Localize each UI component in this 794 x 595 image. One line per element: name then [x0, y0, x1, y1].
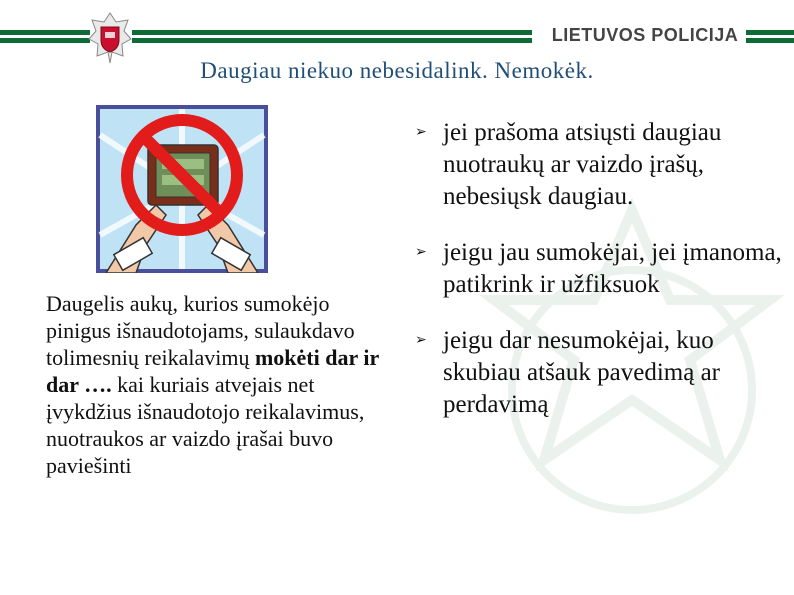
header-stripe	[132, 38, 532, 43]
left-paragraph-emphasis: mokėti dar ir dar ….	[46, 345, 379, 397]
police-star-badge-icon	[88, 12, 132, 64]
arrow-bullet-icon: ➢	[415, 332, 427, 348]
header-stripe	[132, 30, 532, 35]
bullet-item	[415, 117, 785, 213]
left-paragraph-part1: Daugelis aukų, kurios sumokėjo pinigus išnaudotojams, sulaukdavo tolimesnių reikalavimų	[46, 291, 355, 370]
bullet-text: jei prašoma atsiųsti daugiau nuotraukų ar vaizdo įrašų, nebesiųsk daugiau.	[443, 119, 722, 210]
header-stripe	[746, 30, 794, 35]
arrow-bullet-icon: ➢	[415, 244, 427, 260]
bullet-text: jeigu dar nesumokėjai, kuo skubiau atšauk pavedimą ar perdavimą	[443, 327, 720, 418]
bullet-item	[415, 325, 785, 421]
left-paragraph	[46, 290, 391, 479]
header-stripe	[0, 30, 90, 35]
advice-bullet-list	[415, 117, 785, 421]
no-money-prohibited-icon	[96, 105, 268, 273]
brand-logo-text: LIETUVOS POLICIJA	[546, 22, 744, 48]
bullet-item	[415, 237, 785, 301]
header-stripe	[0, 38, 90, 43]
slide-title: Daugiau niekuo nebesidalink. Nemokėk.	[200, 58, 594, 83]
arrow-bullet-icon: ➢	[415, 124, 427, 140]
left-paragraph-part2: kai kuriais atvejais net įvykdžius išnaudotojo reikalavimus, nuotraukos ar vaizdo įrašai buvo paviešinti	[46, 372, 365, 478]
header-stripe	[746, 38, 794, 43]
bullet-text: jeigu jau sumokėjai, jei įmanoma, patikrink ir užfiksuok	[443, 239, 782, 298]
